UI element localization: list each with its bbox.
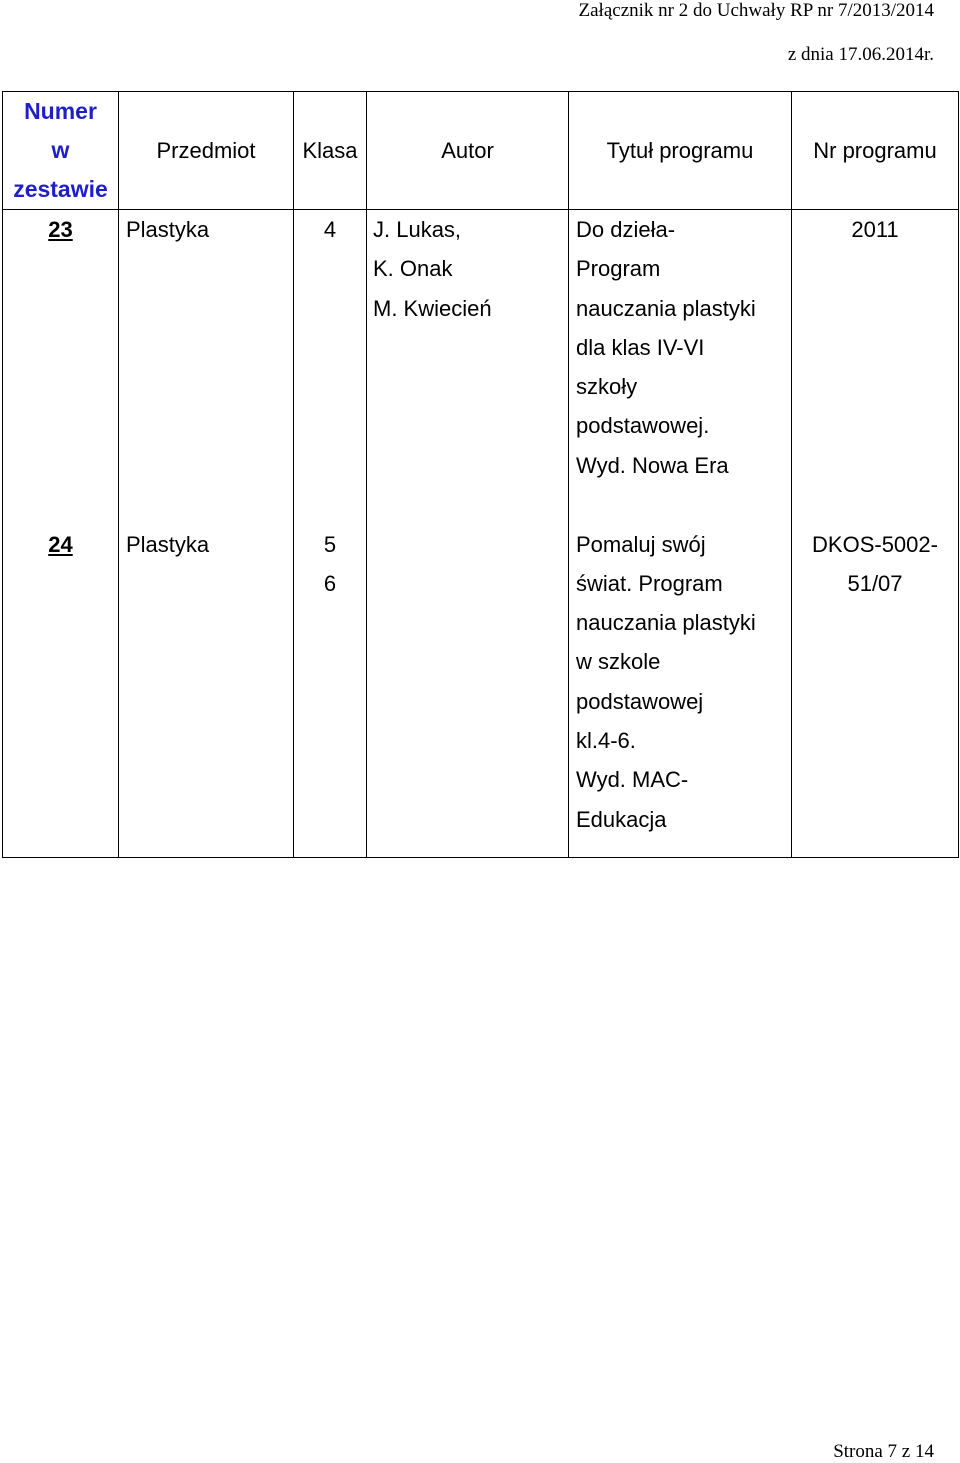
cell-tytul-line: dla klas IV-VI <box>576 334 705 360</box>
cell-przedmiot: Plastyka <box>119 525 294 858</box>
table-header-row <box>3 92 959 210</box>
cell-tytul-line: Edukacja <box>576 806 667 832</box>
cell-tytul-line: Do dzieła- <box>576 217 676 242</box>
cell-autor <box>367 525 569 858</box>
cell-tytul-line: Wyd. Nowa Era <box>576 452 729 478</box>
cell-przedmiot: Plastyka <box>119 210 294 525</box>
cell-numer: 23 <box>3 210 119 525</box>
cell-tytul-line: kl.4-6. <box>576 727 636 753</box>
cell-klasa-line: 4 <box>323 217 337 242</box>
cell-klasa <box>294 210 367 525</box>
cell-tytul-line: nauczania plastyki <box>576 295 756 321</box>
column-header-numer-line: Numer <box>24 98 97 124</box>
column-header-tytul: Tytuł programu <box>569 92 792 210</box>
attachment-date: z dnia 17.06.2014r. <box>787 44 934 65</box>
cell-autor <box>367 210 569 525</box>
cell-tytul-line: podstawowej <box>576 688 704 714</box>
cell-nr <box>792 210 959 525</box>
cell-nr-line: DKOS-5002- <box>812 531 938 557</box>
column-header-klasa: Klasa <box>294 92 367 210</box>
cell-tytul-line: Wyd. MAC- <box>576 767 689 793</box>
cell-tytul <box>569 525 792 858</box>
cell-tytul-line: Program <box>576 256 661 282</box>
cell-tytul <box>569 210 792 525</box>
cell-nr-line: 51/07 <box>847 570 903 596</box>
cell-klasa <box>294 525 367 858</box>
page-number: Strona 7 z 14 <box>833 1441 934 1462</box>
cell-nr-line: 2011 <box>851 217 899 242</box>
table-body <box>3 210 959 858</box>
column-header-nr: Nr programu <box>792 92 959 210</box>
cell-nr <box>792 525 959 858</box>
cell-autor-line: J. Lukas, <box>373 217 462 242</box>
column-header-numer-line: w <box>51 137 70 163</box>
table-row <box>3 210 959 525</box>
column-header-przedmiot: Przedmiot <box>119 92 294 210</box>
cell-autor-line: M. Kwiecień <box>373 295 492 321</box>
cell-klasa-line: 5 <box>323 531 337 557</box>
cell-tytul-line: szkoły <box>576 374 638 400</box>
cell-autor-line: K. Onak <box>373 256 453 282</box>
cell-tytul-line: Pomaluj swój <box>576 531 706 557</box>
attachment-header: Załącznik nr 2 do Uchwały RP nr 7/2013/2014 <box>578 0 934 21</box>
cell-tytul-line: nauczania plastyki <box>576 610 756 636</box>
column-header-numer <box>3 92 119 210</box>
cell-tytul-line: podstawowej. <box>576 413 710 439</box>
program-table <box>2 91 959 858</box>
cell-klasa-line: 6 <box>323 570 337 596</box>
cell-tytul-line: świat. Program <box>576 570 723 596</box>
cell-tytul-line: w szkole <box>576 649 661 675</box>
cell-numer: 24 <box>3 525 119 858</box>
column-header-autor: Autor <box>367 92 569 210</box>
column-header-numer-line: zestawie <box>13 176 108 202</box>
table-row <box>3 525 959 858</box>
